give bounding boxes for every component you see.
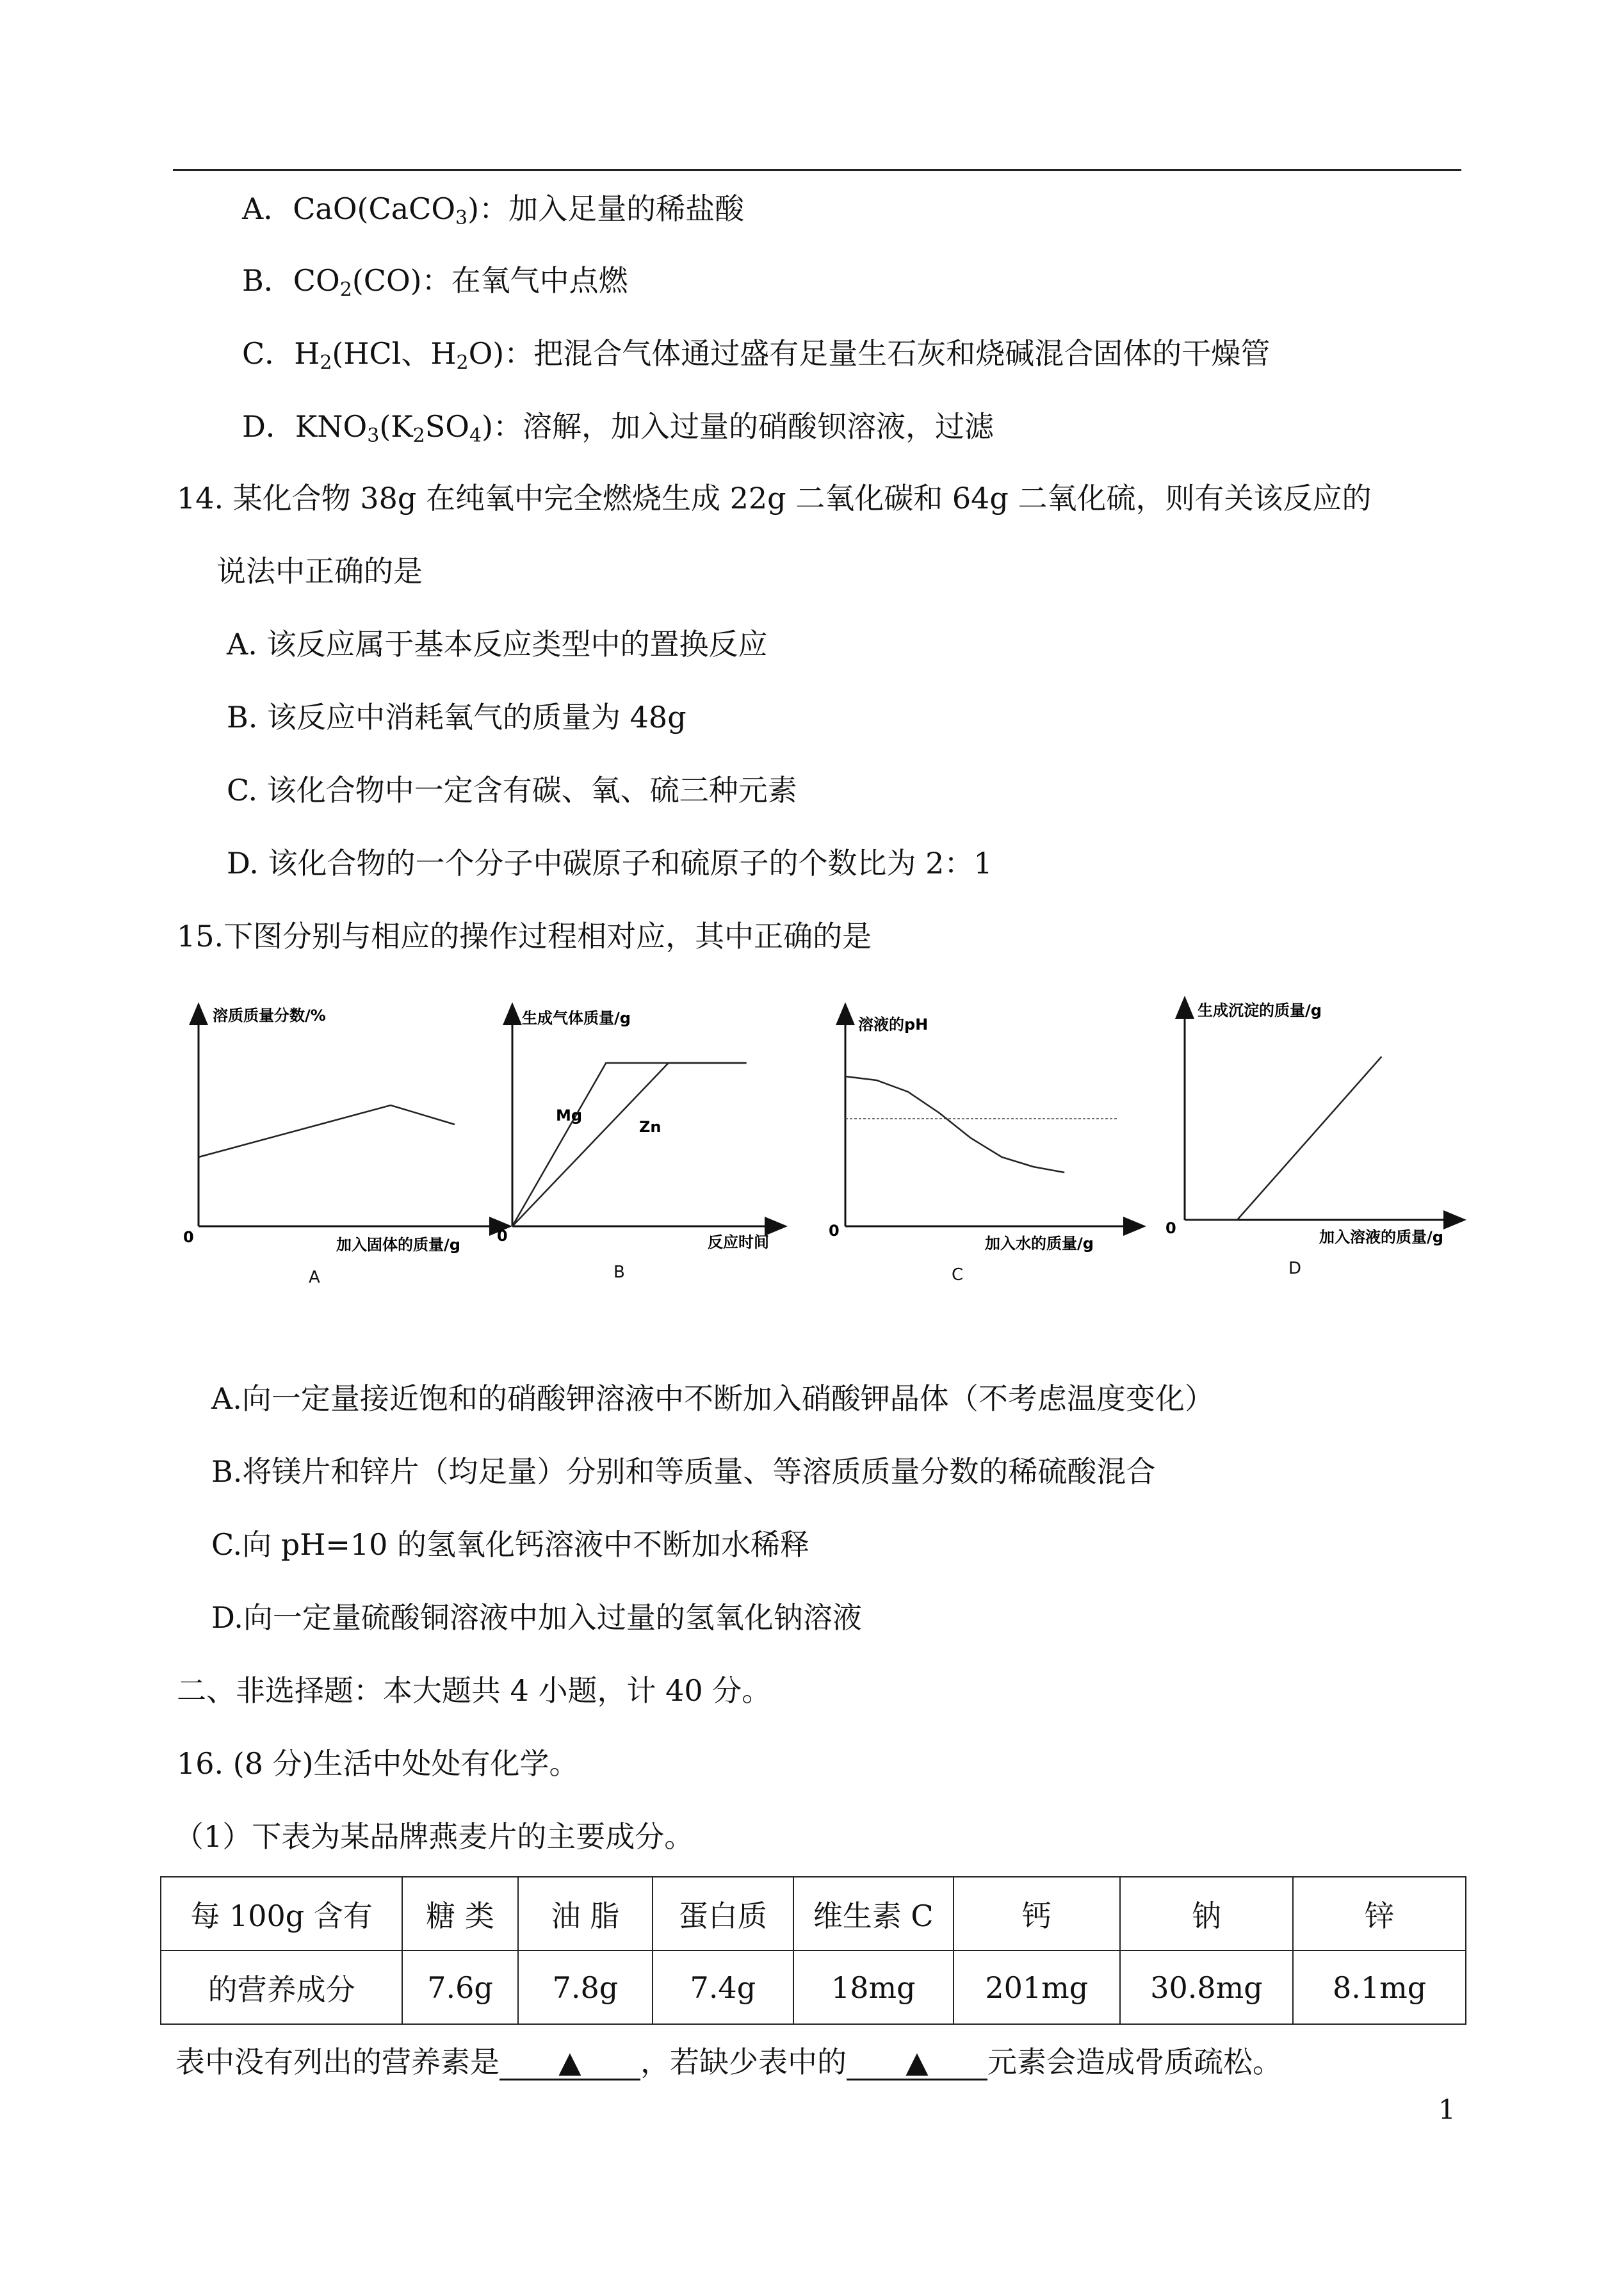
table-header-cell: 锌 — [1293, 1877, 1466, 1950]
q13-option-d: D．$KNO_3(K_2SO_4)$：溶解，加入过量的硝酸钡溶液，过滤 — [242, 409, 994, 447]
q16-stem: 16. (8 分)生活中处处有化学。 — [177, 1746, 579, 1781]
q13-option-c: C．$H_2(HCl$、$H_2O$)：把混合气体通过盛有足量生石灰和烧碱混合固体的干燥管 — [242, 336, 1271, 374]
table-row — [161, 1877, 1466, 1950]
answer-blank-1[interactable]: ▲ — [499, 2045, 640, 2080]
chart-a — [179, 999, 512, 1255]
table-cell: 30.8mg — [1120, 1950, 1293, 2024]
chart-a-ylabel: 溶质质量分数/% — [213, 1007, 326, 1025]
q14-option-c: C. 该化合物中一定含有碳、氧、硫三种元素 — [227, 773, 797, 807]
chart-a-series — [199, 1105, 455, 1157]
chart-b-label-mg: Mg — [556, 1107, 583, 1124]
q15-option-a: A.向一定量接近饱和的硝酸钾溶液中不断加入硝酸钾晶体（不考虑温度变化） — [211, 1381, 1214, 1416]
answer-blank-2[interactable]: ▲ — [847, 2045, 987, 2080]
q15-option-d: D.向一定量硫酸铜溶液中加入过量的氢氧化钠溶液 — [211, 1600, 862, 1635]
chart-c-origin: 0 — [829, 1222, 840, 1240]
q15-option-c: C.向 pH=10 的氢氧化钙溶液中不断加水稀释 — [211, 1527, 810, 1562]
table-row-head: 每 100g 含有 — [161, 1877, 402, 1950]
q15-stem: 15.下图分别与相应的操作过程相对应，其中正确的是 — [177, 919, 872, 953]
page-number: 1 — [1438, 2094, 1456, 2125]
table-header-cell: 糖 类 — [402, 1877, 518, 1950]
table-cell: 201mg — [954, 1950, 1120, 2024]
chart-b-series-zn — [512, 1063, 747, 1226]
chart-d-origin: 0 — [1165, 1219, 1176, 1237]
q14-stem-line1: 14. 某化合物 38g 在纯氧中完全燃烧生成 22g 二氧化碳和 64g 二氧化硫，则有关该反应的 — [177, 481, 1372, 515]
chart-b-series-mg — [512, 1063, 747, 1226]
nutrition-table — [160, 1876, 1466, 2025]
table-cell: 7.6g — [402, 1950, 518, 2024]
table-row-head: 的营养成分 — [161, 1950, 402, 2024]
chart-b-caption: B — [613, 1263, 625, 1282]
q14-option-b: B. 该反应中消耗氧气的质量为 48g — [227, 700, 686, 734]
chart-b — [493, 999, 788, 1255]
chart-b-label-zn: Zn — [639, 1118, 662, 1136]
chart-c — [826, 999, 1146, 1255]
chart-b-ylabel: 生成气体质量/g — [522, 1009, 631, 1027]
chart-d-series — [1185, 1057, 1382, 1220]
q15-option-b: B.将镁片和锌片（均足量）分别和等质量、等溶质质量分数的稀硫酸混合 — [211, 1454, 1156, 1489]
table-header-cell: 蛋白质 — [653, 1877, 793, 1950]
q14-stem-line2: 说法中正确的是 — [216, 554, 423, 588]
q13-option-b: B．$CO_2(CO)$：在氧气中点燃 — [242, 263, 628, 301]
chart-c-caption: C — [952, 1265, 964, 1285]
chart-a-caption: A — [309, 1268, 320, 1287]
chart-b-origin: 0 — [497, 1227, 508, 1245]
table-cell: 7.4g — [653, 1950, 793, 2024]
chart-d-ylabel: 生成沉淀的质量/g — [1198, 1002, 1322, 1019]
chart-c-ylabel: 溶液的pH — [858, 1016, 929, 1034]
section-2-heading: 二、非选择题：本大题共 4 小题，计 40 分。 — [177, 1673, 772, 1708]
chart-c-xlabel: 加入水的质量/g — [985, 1235, 1094, 1253]
chart-c-series — [845, 1076, 1064, 1172]
chart-a-origin: 0 — [183, 1228, 194, 1246]
table-header-cell: 维生素 C — [793, 1877, 954, 1950]
header-rule — [173, 169, 1461, 171]
chart-d-caption: D — [1288, 1259, 1302, 1278]
chart-d-xlabel: 加入溶液的质量/g — [1319, 1228, 1443, 1246]
q14-option-a: A. 该反应属于基本反应类型中的置换反应 — [227, 627, 768, 661]
table-cell: 8.1mg — [1293, 1950, 1466, 2024]
table-header-cell: 钙 — [954, 1877, 1120, 1950]
chart-a-xlabel: 加入固体的质量/g — [336, 1236, 460, 1254]
q16-sub1: （1）下表为某品牌燕麦片的主要成分。 — [174, 1819, 694, 1854]
chart-d — [1159, 993, 1466, 1249]
table-row — [161, 1950, 1466, 2024]
q14-option-d: D. 该化合物的一个分子中碳原子和硫原子的个数比为 2：1 — [227, 846, 993, 880]
table-cell: 7.8g — [518, 1950, 653, 2024]
table-cell: 18mg — [793, 1950, 954, 2024]
table-header-cell: 油 脂 — [518, 1877, 653, 1950]
q13-option-a: A．CaO(CaCO$_3$)：加入足量的稀盐酸 — [242, 191, 745, 229]
table-header-cell: 钠 — [1120, 1877, 1293, 1950]
q16-fill-line: 表中没有列出的营养素是 ▲ ，若缺少表中的 ▲ 元素会造成骨质疏松。 — [175, 2045, 1282, 2079]
chart-b-xlabel: 反应时间 — [708, 1233, 769, 1251]
